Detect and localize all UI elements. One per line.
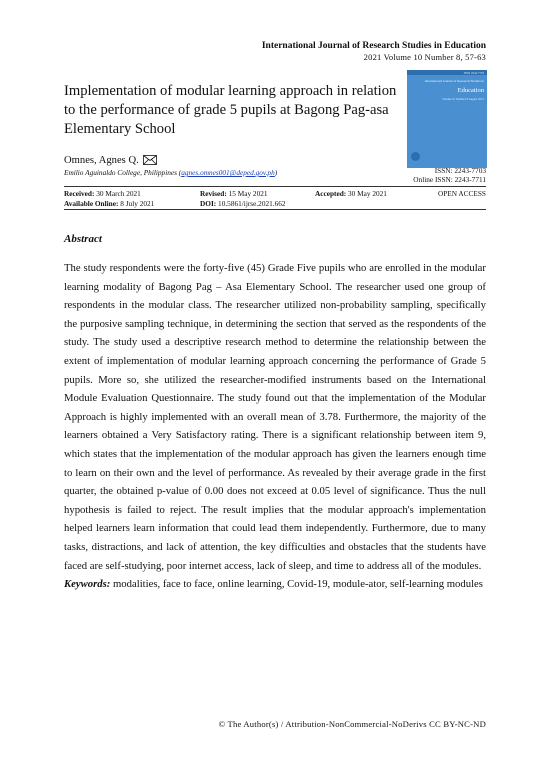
cover-journal-name: International Journal of Research Studies in xyxy=(424,79,484,83)
issn-online: Online ISSN: 2243-7711 xyxy=(413,175,486,184)
author-email-link[interactable]: agnes.omnes001@deped.gov.ph xyxy=(181,168,275,177)
affiliation-text: Emilio Aguinaldo College, Philippines ( xyxy=(64,168,182,177)
online-label: Available Online: xyxy=(64,199,119,208)
issn-block xyxy=(413,166,486,184)
received-date xyxy=(64,189,141,198)
top-divider xyxy=(64,186,486,187)
cover-logo-icon xyxy=(411,152,420,161)
cover-issn-tag: ISSN 2243-7703 xyxy=(463,71,484,75)
revised-date xyxy=(200,189,268,198)
author-line xyxy=(64,155,157,168)
accepted-date xyxy=(315,189,387,198)
journal-name: International Journal of Research Studies in Education xyxy=(261,41,486,51)
journal-cover-image xyxy=(407,70,487,168)
affiliation-close: ) xyxy=(274,168,278,177)
revised-label: Revised: xyxy=(200,189,227,198)
abstract-heading: Abstract xyxy=(64,233,102,245)
license-footer: © The Author(s) / Attribution-NonCommercial-NoDerivs CC BY-NC-ND xyxy=(218,719,486,729)
doi-label: DOI: xyxy=(200,199,217,208)
open-access-badge: OPEN ACCESS xyxy=(437,189,486,198)
author-affiliation xyxy=(64,168,277,177)
issn-print: ISSN: 2243-7703 xyxy=(434,166,486,175)
article-title: Implementation of modular learning approach in relation to the performance of grade 5 pupils at Bagong Pag-asa Elementary School xyxy=(64,83,397,137)
cover-volume: Volume 10 Number 8 August 2021 xyxy=(442,97,484,101)
author-name: Omnes, Agnes Q. xyxy=(64,155,139,166)
keywords xyxy=(64,575,486,594)
keywords-label: Keywords: xyxy=(64,578,111,590)
envelope-icon[interactable] xyxy=(143,155,157,168)
journal-volume-line: 2021 Volume 10 Number 8, 57-63 xyxy=(363,52,486,62)
accepted-value: 30 May 2021 xyxy=(348,189,387,198)
cover-subject: Education xyxy=(457,87,484,94)
doi-link[interactable]: 10.5861/ijrse.2021.662 xyxy=(218,199,286,208)
received-value: 30 March 2021 xyxy=(96,189,141,198)
accepted-label: Accepted: xyxy=(315,189,347,198)
received-label: Received: xyxy=(64,189,95,198)
online-date xyxy=(64,199,154,208)
abstract-body: The study respondents were the forty-five (45) Grade Five pupils who are enrolled in the modular learning modality of Bagong Pag – Asa Elementary School. The researcher used one group of respondents in the modular class. The researcher utilized non-probability sampling, specifically the purposive sampling technique, in determining the section that served as the respondents of the study. The study used a descriptive research method to determine the relationship between the extent of implementation of modular learning approach concerning the performance of Grade 5 pupils. More so, she utilized the researcher-modified instruments based on the International Module Evaluation Questionnaire. The study found out that the implementation of the Modular Approach is highly implemented with an overall mean of 3.78. Furthermore, the majority of the learners obtained a Very Satisfactory rating. There is a significant relationship between item 9, which states that the implementation of the modular approach has given the learners enough time to learn on their own and the level of performance. As revealed by their average grade in the first quarter, the obtained p-value of 0.00 does not exceed at 0.05 level of significance. Thus the null hypothesis is failed to reject. The result implies that the modular approach's implementation helped learners learn information that could lead them independently. Furthermore, due to many tasks, distractions, and lack of attention, the key difficulties and obstacles that the students have faced are self-studying, poor internet access, lack of sleep, and time to address all of the modules. xyxy=(64,262,486,572)
keywords-text: modalities, face to face, online learning, Covid-19, module-ator, self-learning modules xyxy=(110,578,483,590)
bottom-divider xyxy=(64,209,486,210)
revised-value: 15 May 2021 xyxy=(228,189,268,198)
doi xyxy=(200,199,286,208)
online-value: 8 July 2021 xyxy=(120,199,155,208)
